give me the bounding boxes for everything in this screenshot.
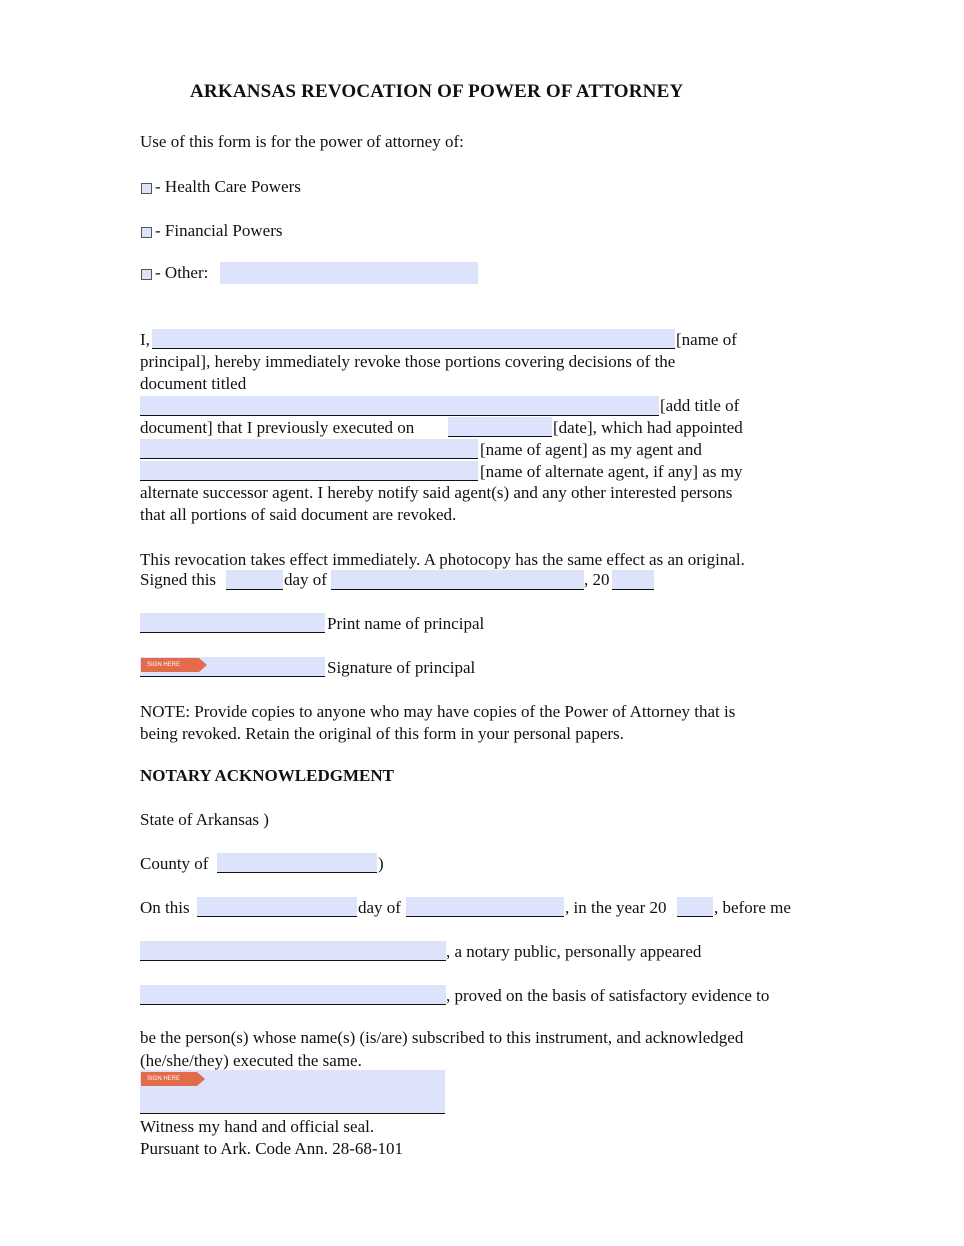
print-name-label: Print name of principal xyxy=(327,614,485,633)
other-field[interactable] xyxy=(220,262,478,284)
body-line-3: document titled xyxy=(140,374,247,393)
signed-month-field[interactable] xyxy=(331,570,584,590)
in-the-year-label: , in the year 20 xyxy=(565,898,667,917)
pursuant-line: Pursuant to Ark. Code Ann. 28-68-101 xyxy=(140,1139,404,1158)
document-title-field[interactable] xyxy=(140,396,659,416)
notary-sign-here-tag: SIGN HERE xyxy=(141,1072,197,1086)
date-appointed-label: [date], which had appointed xyxy=(553,418,743,437)
health-care-label: - Health Care Powers xyxy=(155,177,301,196)
notary-day-field[interactable] xyxy=(197,897,357,917)
intro-text: Use of this form is for the power of attorney of: xyxy=(140,132,464,151)
signed-day-field[interactable] xyxy=(226,570,283,590)
effect-line: This revocation takes effect immediately. A photocopy has the same effect as an original. xyxy=(140,550,745,569)
executed-date-field[interactable] xyxy=(448,417,552,437)
other-checkbox[interactable] xyxy=(141,269,152,280)
body-line-2: principal], hereby immediately revoke those portions covering decisions of the xyxy=(140,352,676,371)
be-person-line: be the person(s) whose name(s) (is/are) subscribed to this instrument, and acknowledged xyxy=(140,1028,744,1047)
name-of-label: [name of xyxy=(676,330,737,349)
health-care-checkbox[interactable] xyxy=(141,183,152,194)
signed-day-of-label: day of xyxy=(284,570,327,589)
appeared-person-field[interactable] xyxy=(140,985,446,1005)
i-label: I, xyxy=(140,330,150,349)
signed-this-label: Signed this xyxy=(140,570,217,589)
body-line-9: that all portions of said document are revoked. xyxy=(140,505,457,524)
notary-month-field[interactable] xyxy=(406,897,564,917)
notary-public-label: , a notary public, personally appeared xyxy=(446,942,702,961)
other-label: - Other: xyxy=(155,263,209,282)
before-me-label: , before me xyxy=(714,898,791,917)
notary-day-of-label: day of xyxy=(358,898,401,917)
state-label: State of Arkansas ) xyxy=(140,810,269,829)
financial-checkbox[interactable] xyxy=(141,227,152,238)
financial-label: - Financial Powers xyxy=(155,221,283,240)
county-field[interactable] xyxy=(217,853,377,873)
note-line-2: being revoked. Retain the original of this form in your personal papers. xyxy=(140,724,624,743)
document-title: ARKANSAS REVOCATION OF POWER OF ATTORNEY xyxy=(190,81,684,102)
print-name-field[interactable] xyxy=(140,613,325,633)
on-this-label: On this xyxy=(140,898,190,917)
alternate-agent-field[interactable] xyxy=(140,461,478,481)
signed-year-field[interactable] xyxy=(612,570,654,590)
proved-label: , proved on the basis of satisfactory evidence to xyxy=(446,986,770,1005)
notary-year-field[interactable] xyxy=(677,897,713,917)
signed-20-label: , 20 xyxy=(584,570,610,589)
county-paren: ) xyxy=(378,854,384,873)
county-of-label: County of xyxy=(140,854,209,873)
name-alt-agent-label: [name of alternate agent, if any] as my xyxy=(480,462,743,481)
signature-label: Signature of principal xyxy=(327,658,476,677)
agent-name-field[interactable] xyxy=(140,439,478,459)
body-line-8: alternate successor agent. I hereby notify said agent(s) and any other interested persons xyxy=(140,483,733,502)
name-agent-label: [name of agent] as my agent and xyxy=(480,440,702,459)
doc-executed-label: document] that I previously executed on xyxy=(140,418,415,437)
note-line-1: NOTE: Provide copies to anyone who may have copies of the Power of Attorney that is xyxy=(140,702,736,721)
executed-line: (he/she/they) executed the same. xyxy=(140,1051,362,1070)
notary-heading: NOTARY ACKNOWLEDGMENT xyxy=(140,766,394,785)
notary-name-field[interactable] xyxy=(140,941,446,961)
principal-name-field[interactable] xyxy=(152,329,675,349)
add-title-label: [add title of xyxy=(660,396,740,415)
sign-here-tag: SIGN HERE xyxy=(141,658,199,672)
witness-line: Witness my hand and official seal. xyxy=(140,1117,375,1136)
